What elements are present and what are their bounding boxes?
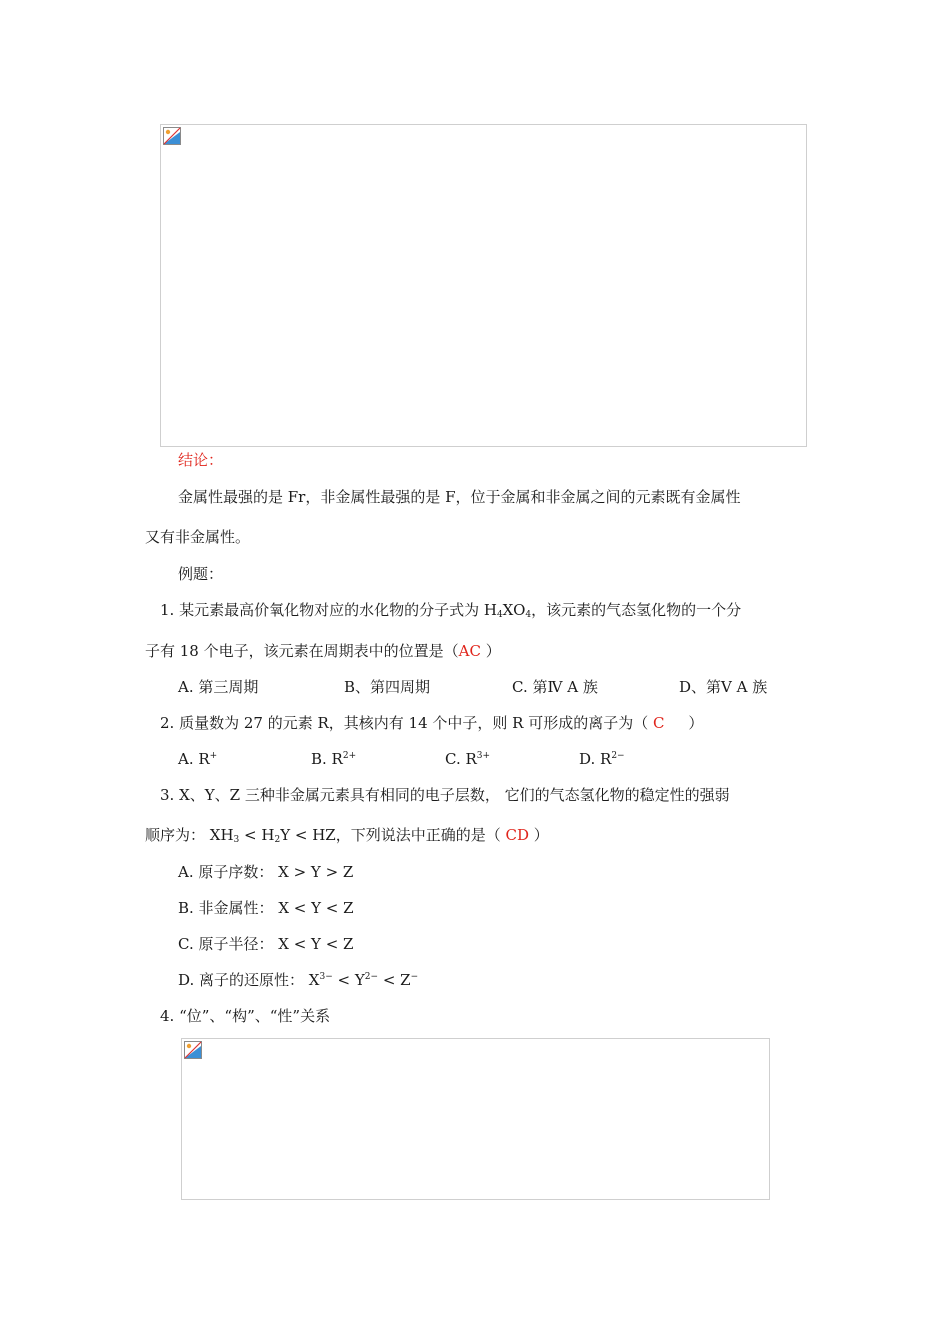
q2-option-c xyxy=(445,749,490,769)
q3-text-c: Y < HZ，下列说法中正确的是（ xyxy=(280,826,506,844)
q1-option-c: C. 第Ⅳ A 族 xyxy=(512,678,598,696)
q2-option-b-charge: 2+ xyxy=(342,751,357,761)
q3-option-c: C. 原子半径： X < Y < Z xyxy=(178,935,354,953)
q2-option-a-charge: + xyxy=(209,751,218,761)
q1-text-e: ） xyxy=(480,642,501,660)
q1-line-2 xyxy=(145,641,501,661)
conclusion-line-1: 金属性最强的是 Fr，非金属性最强的是 F，位于金属和非金属之间的元素既有金属性 xyxy=(178,488,741,506)
q2-option-b xyxy=(311,749,356,769)
q1-option-b: B、第四周期 xyxy=(344,678,431,696)
q2-option-c-text: C. R xyxy=(445,750,477,768)
q2-option-d xyxy=(579,749,625,769)
q1-option-d: D、第Ⅴ A 族 xyxy=(679,678,768,696)
q4-line: 4. “位”、“构”、“性”关系 xyxy=(160,1007,331,1025)
q3-sub-1: 3 xyxy=(233,835,240,845)
broken-image-icon xyxy=(163,127,181,145)
q3-option-d-charge-3: − xyxy=(410,972,419,982)
conclusion-line-2: 又有非金属性。 xyxy=(145,528,251,546)
q1-answer: AC xyxy=(458,642,481,660)
q3-text-a: 顺序为： XH xyxy=(145,826,234,844)
q3-line-2 xyxy=(145,825,549,845)
q3-option-d-text-c: < Z xyxy=(378,971,411,989)
q1-text-b: XO xyxy=(502,601,526,619)
q3-option-a: A. 原子序数： X > Y > Z xyxy=(178,863,354,881)
broken-image-icon xyxy=(184,1041,202,1059)
q2-answer: C xyxy=(653,714,665,732)
q2-option-b-text: B. R xyxy=(311,750,343,768)
q3-option-d xyxy=(178,970,418,990)
q3-text-d: ） xyxy=(528,826,549,844)
q1-text-c: ，该元素的气态氢化物的一个分 xyxy=(531,601,742,619)
q1-option-a: A. 第三周期 xyxy=(178,678,259,696)
q1-text-a: 1. 某元素最高价氧化物对应的水化物的分子式为 H xyxy=(160,601,497,619)
q3-text-b: < H xyxy=(239,826,275,844)
q2-option-c-charge: 3+ xyxy=(476,751,491,761)
q3-line-1: 3. X、Y、Z 三种非金属元素具有相同的电子层数， 它们的气态氢化物的稳定性的强弱 xyxy=(160,786,730,804)
q3-option-d-text-b: < Y xyxy=(332,971,365,989)
q2-option-d-charge: 2− xyxy=(611,751,625,761)
examples-label: 例题： xyxy=(178,565,224,583)
q3-option-d-charge-2: 2− xyxy=(364,972,379,982)
q3-option-d-charge-1: 3− xyxy=(319,972,333,982)
q1-sub-2: 4 xyxy=(525,610,532,620)
q1-line-1 xyxy=(160,600,741,620)
q2-option-a-text: A. R xyxy=(178,750,210,768)
q2-line xyxy=(160,713,703,733)
figure-periodic-trends xyxy=(160,124,807,447)
conclusion-label: 结论： xyxy=(178,451,224,469)
q2-option-d-text: D. R xyxy=(579,750,612,768)
q3-option-d-text-a: D. 离子的还原性： X xyxy=(178,971,320,989)
q1-text-d: 子有 18 个电子，该元素在周期表中的位置是（ xyxy=(145,642,459,660)
q3-option-b: B. 非金属性： X < Y < Z xyxy=(178,899,354,917)
q2-text-a: 2. 质量数为 27 的元素 R，其核内有 14 个中子，则 R 可形成的离子为（ xyxy=(160,714,653,732)
q3-answer: CD xyxy=(505,826,529,844)
q1-sub-1: 4 xyxy=(496,610,503,620)
q3-sub-2: 2 xyxy=(274,835,281,845)
q2-option-a xyxy=(178,749,217,769)
figure-position-structure-property xyxy=(181,1038,770,1200)
q2-text-b: ） xyxy=(664,714,704,732)
